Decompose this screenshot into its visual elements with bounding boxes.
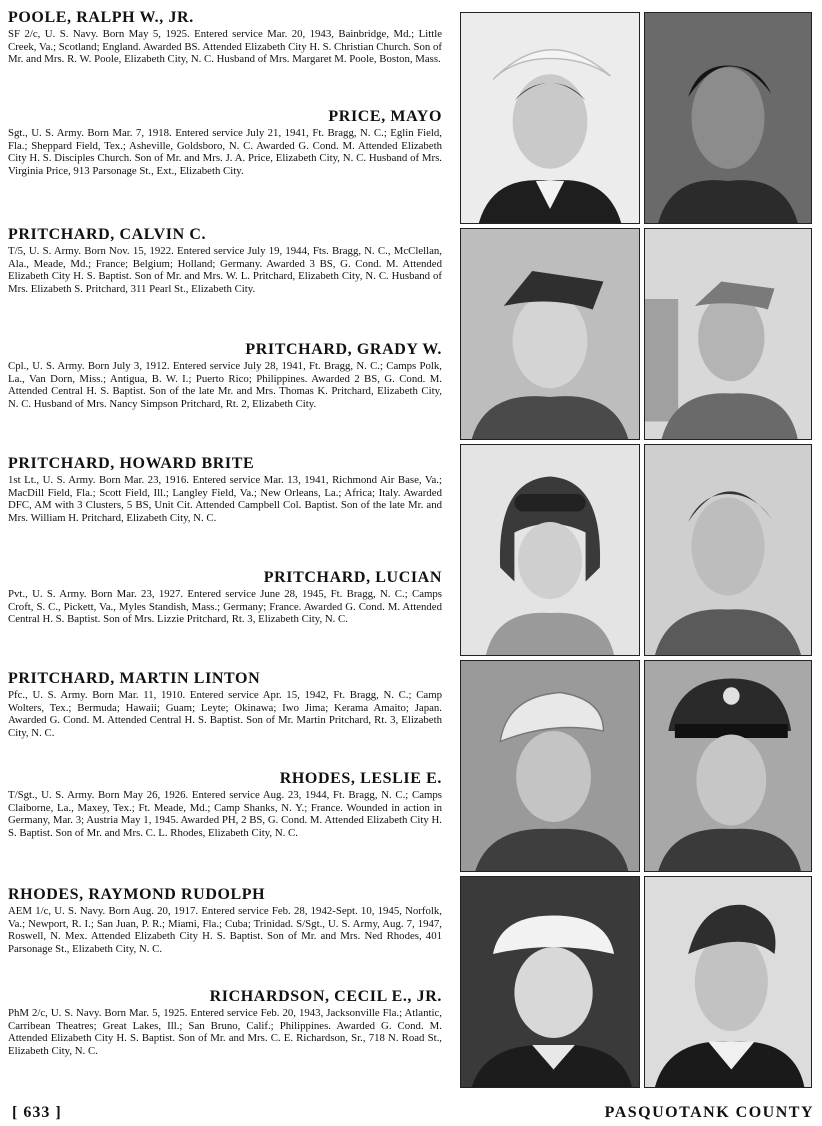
entry-bio: 1st Lt., U. S. Army. Born Mar. 23, 1916. Entered service Mar. 13, 1941, Richmond Air Base, Va.; MacDill Field, Fla.; Scott Field, Ill.; Langley Field, Va.; New Orleans, La.; Africa; Italy. Awarded DFC, AM with 3 Clusters, 5 BS, Unit Cit. Attended Campbell Col. Baptist. Son of the late Mr. and Mrs. William H. Pritchard, Elizabeth City, N. C. (8, 474, 442, 524)
entry-pritchard-lucian (8, 568, 442, 626)
entry-name: PRITCHARD, MARTIN LINTON (8, 670, 261, 687)
county-label: PASQUOTANK COUNTY (604, 1104, 814, 1121)
entry-pritchard-howard (8, 454, 442, 524)
entry-bio: Cpl., U. S. Army. Born July 3, 1912. Entered service July 28, 1941, Ft. Bragg, N. C.; Camps Polk, La., Van Dorn, Miss.; Antigua, B. W. I.; Puerto Rico; Philippines. Awarded 2 BS, G. Cond. M. Attended Central H. S. Baptist. Son of the late Mr. and Mrs. Thomas K. Pritchard, Elizabeth City, N. C. Husband of Mrs. Nancy Simpson Pritchard, Rt. 2, Elizabeth City. (8, 360, 442, 410)
entry-name: RICHARDSON, CECIL E., JR. (209, 988, 442, 1005)
portrait-photo-pritchard-calvin (460, 228, 640, 440)
entry-bio: T/5, U. S. Army. Born Nov. 15, 1922. Entered service July 19, 1944, Fts. Bragg, N. C., McClellan, Ala., Meade, Md.; France; Belgium; Holland; Germany. Awarded 3 BS, G. Cond. M. Attended Elizabeth City H. S. Baptist. Son of Mr. and Mrs. W. L. Pritchard, Elizabeth City, N. C. Husband of Mrs. Elizabeth S. Pritchard, 311 Pearl St., Elizabeth City. (8, 245, 442, 295)
entry-bio: Sgt., U. S. Army. Born Mar. 7, 1918. Entered service July 21, 1941, Ft. Bragg, N. C.; Eglin Field, Fla.; Sheppard Field, Tex.; Asheville, Goldsboro, N. C. Awarded G. Cond. M. Attended Elizabeth City H. S. Disciples Church. Son of Mr. and Mrs. J. A. Price, Elizabeth City, N. C. Husband of Mrs. Virginia Price, 913 Parsonage St., Ext., Elizabeth City. (8, 127, 442, 177)
portrait-photo-price (644, 12, 812, 224)
entry-bio: AEM 1/c, U. S. Navy. Born Aug. 20, 1917. Entered service Feb. 28, 1942-Sept. 10, 1945, Norfolk, Va.; Newport, R. I.; San Juan, P. R.; Miami, Fla.; Cuba; Trinidad. S/Sgt., U. S. Army, Aug. 7, 1947, Roswell, N. Mex. Attended Elizabeth City H. S. Baptist. Son of Mr. and Mrs. Ned Rhodes, 401 Parsonage St., Elizabeth City, N. C. (8, 905, 442, 955)
entry-bio: PhM 2/c, U. S. Navy. Born Mar. 5, 1925. Entered service Feb. 20, 1943, Jacksonville Fla.; Atlantic, Carribean Theatres; Great Lakes, Ill.; San Bruno, Calif.; Philippines. Awarded G. Cond. M. Attended Elizabeth City H. S. Baptist. Son of Mr. and Mrs. C. E. Richardson, Sr., 718 N. Road St., Elizabeth City, N. C. (8, 1007, 442, 1057)
entry-name: PRITCHARD, CALVIN C. (8, 226, 207, 243)
entry-name: PRICE, MAYO (328, 108, 442, 125)
entry-richardson (8, 987, 442, 1057)
entry-name: RHODES, LESLIE E. (279, 770, 442, 787)
entry-poole (8, 8, 442, 66)
entry-pritchard-grady (8, 340, 442, 410)
entry-rhodes-leslie (8, 769, 442, 839)
entry-pritchard-calvin (8, 225, 442, 295)
entry-name: PRITCHARD, LUCIAN (263, 569, 442, 586)
entry-name: PRITCHARD, HOWARD BRITE (8, 455, 255, 472)
entry-bio: Pvt., U. S. Army. Born Mar. 23, 1927. Entered service June 28, 1945, Ft. Bragg, N. C.; Camps Croft, S. C., Pickett, Va., Myles Standish, Mass.; Germany; France. Awarded G. Cond. M. Attended Central H. S. Baptist. Son of Mrs. Lizzie Pritchard, Rt. 3, Elizabeth City, N. C. (8, 588, 442, 625)
entry-rhodes-raymond (8, 885, 442, 955)
portrait-photo-rhodes-leslie (644, 660, 812, 872)
entry-price (8, 107, 442, 177)
portrait-photo-pritchard-howard (460, 444, 640, 656)
entry-pritchard-martin (8, 669, 442, 739)
portrait-photo-poole (460, 12, 640, 224)
page-number: [ 633 ] (12, 1104, 62, 1121)
portrait-photo-richardson (644, 876, 812, 1088)
entry-bio: SF 2/c, U. S. Navy. Born May 5, 1925. Entered service Mar. 20, 1943, Bainbridge, Md.; Little Creek, Va.; Scotland; England. Awarded BS. Attended Elizabeth City H. S. Christian Church. Son of Mr. and Mrs. R. W. Poole, Elizabeth City, N. C. Husband of Mrs. Margaret M. Poole, Boston, Mass. (8, 28, 442, 65)
entry-bio: T/Sgt., U. S. Army. Born May 26, 1926. Entered service Aug. 23, 1944, Ft. Bragg, N. C.; Camps Claiborne, La., Maxey, Tex.; Ft. Meade, Md.; Camp Shanks, N. Y.; France. Wounded in action in Germany, Mar. 3; Austria May 1, 1945. Awarded PH, 2 BS, G. Cond. M. Attended Elizabeth City H. S. Baptist. Son of Mr. and Mrs. C. L. Rhodes, Elizabeth City, N. C. (8, 789, 442, 839)
entry-bio: Pfc., U. S. Army. Born Mar. 11, 1910. Entered service Apr. 15, 1942, Ft. Bragg, N. C.; Camp Wolters, Tex.; Bermuda; Hawaii; Guam; Leyte; Okinawa; Iwo Jima; Kerama Amaito; Japan. Awarded G. Cond. M. Attended Central H. S. Baptist. Son of Mr. Martin Pritchard, Rt. 3, Elizabeth City, N. C. (8, 689, 442, 739)
portrait-photo-pritchard-grady (644, 228, 812, 440)
entry-name: RHODES, RAYMOND RUDOLPH (8, 886, 266, 903)
entry-name: POOLE, RALPH W., JR. (8, 9, 194, 26)
portrait-photo-rhodes-raymond (460, 876, 640, 1088)
portrait-photo-pritchard-lucian (644, 444, 812, 656)
entry-name: PRITCHARD, GRADY W. (245, 341, 442, 358)
portrait-photo-pritchard-martin (460, 660, 640, 872)
